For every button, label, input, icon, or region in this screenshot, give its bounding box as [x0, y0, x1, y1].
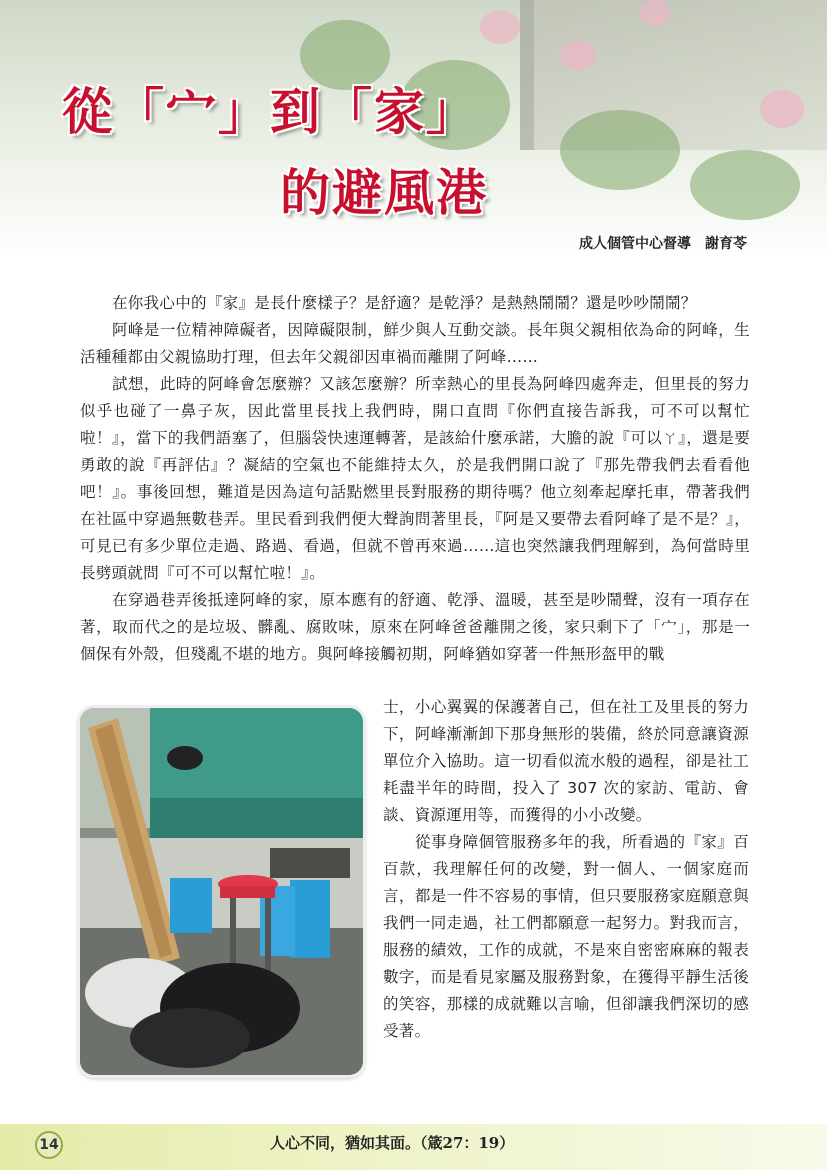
alley-photo-illustration — [80, 708, 363, 1075]
page-title-line2: 的避風港 — [280, 163, 488, 222]
flower-decoration — [640, 0, 670, 26]
leaf-decoration — [560, 110, 680, 190]
article-paragraph: 在你我心中的『家』是長什麼樣子？是舒適？是乾淨？是熱熱鬧鬧？還是吵吵鬧鬧？ — [112, 294, 697, 312]
flower-decoration — [480, 10, 520, 44]
article-body — [80, 290, 750, 668]
article-paragraph: 阿峰是一位精神障礙者，因障礙限制，鮮少與人互動交談。長年與父親相依為命的阿峰，生活種種都由父親協助打理，但去年父親卻因車禍而離開了阿峰…… — [80, 321, 750, 366]
article-paragraph: 在穿過巷弄後抵達阿峰的家，原本應有的舒適、乾淨、溫暖，甚至是吵鬧聲，沒有一項存在著，取而代之的是垃圾、髒亂、腐敗味，原來在阿峰爸爸離開之後，家只剩下了「宀」，那是一個保有外殼，但殘亂不堪的地方。與阿峰接觸初期，阿峰猶如穿著一件無形盔甲的戰 — [80, 591, 750, 663]
flower-decoration — [560, 40, 596, 70]
article-paragraph: 試想，此時的阿峰會怎麼辦？又該怎麼辦？所幸熱心的里長為阿峰四處奔走，但里長的努力似乎也碰了一鼻子灰，因此當里長找上我們時，開口直問『你們直接告訴我，可不可以幫忙啦！』，當下的我們語塞了，但腦袋快速運轉著，是該給什麼承諾，大膽的說『可以ㄚ』，還是要勇敢的說『再評估』？凝結的空氣也不能維持太久，於是我們開口說了『那先帶我們去看看他吧！』。事後回想，難道是因為這句話點燃里長對服務的期待嗎？他立刻牽起摩托車，帶著我們在社區中穿過無數巷弄。里民看到我們便大聲詢問著里長，『阿是又要帶去看阿峰了是不是？』，可見已有多少單位走過、路過、看過，但就不曾再來過……這也突然讓我們理解到，為何當時里長劈頭就問『可不可以幫忙啦！』。 — [80, 375, 750, 582]
article-paragraph: 從事身障個管服務多年的我，所看過的『家』百百款，我理解任何的改變，對一個人、一個家庭而言，都是一件不容易的事情，但只要服務家庭願意與我們一同走過，社工們都願意一起努力。對我而言，服務的績效，工作的成就，不是來自密密麻麻的報表數字，而是看見家屬及服務對象，在獲得平靜生活後的笑容，那樣的成就難以言喻，但卻讓我們深切的感受著。 — [383, 833, 749, 1040]
leaf-decoration — [300, 20, 390, 90]
flower-decoration — [760, 90, 804, 128]
footer-verse: 人心不同，猶如其面。（箴27：19） — [270, 1134, 515, 1152]
leaf-decoration — [690, 150, 800, 220]
author-byline: 成人個管中心督導 謝育苓 — [579, 236, 747, 252]
page-number: 14 — [35, 1131, 63, 1159]
article-paragraph: 士，小心翼翼的保護著自己，但在社工及里長的努力下，阿峰漸漸卸下那身無形的裝備，終於同意讓資源單位介入協助。這一切看似流水般的過程，卻是社工耗盡半年的時間，投入了 307 次的家訪、電訪、會談、資源運用等，而獲得的小小改變。 — [383, 698, 749, 824]
article-wrap-text — [383, 694, 749, 1045]
article-photo — [80, 708, 363, 1075]
page-title-line1: 從「宀」到「家」 — [62, 82, 478, 141]
